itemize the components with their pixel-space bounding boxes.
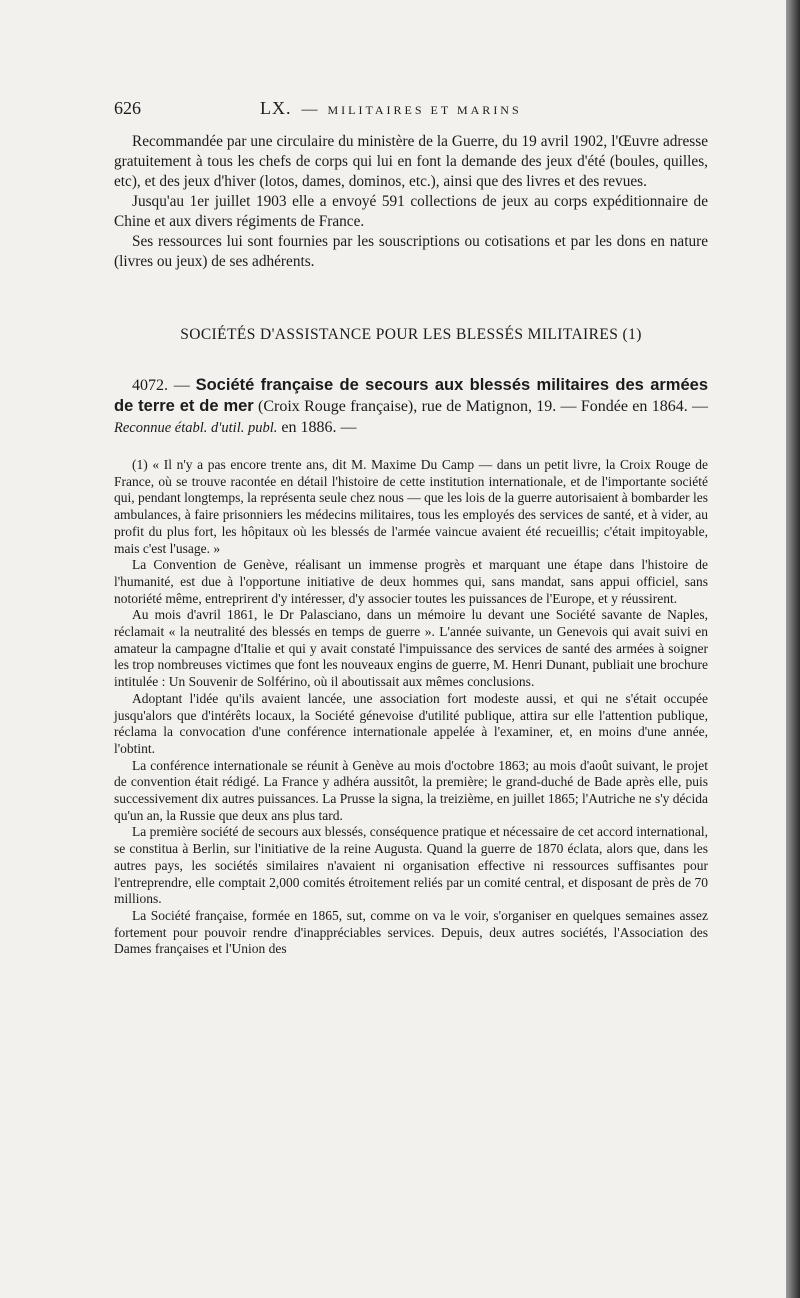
section-heading: SOCIÉTÉS D'ASSISTANCE POUR LES BLESSÉS MILITAIRES (1)	[180, 326, 642, 343]
intro-paragraph: Jusqu'au 1er juillet 1903 elle a envoyé 591 collections de jeux au corps expéditionnaire de Chine et aux divers régiments de France.	[114, 193, 708, 230]
footnote-paragraph: Au mois d'avril 1861, le Dr Palasciano, dans un mémoire lu devant une Société savante de Naples, réclamait « la neutralité des blessés en temps de guerre ». L'année suivante, un Genevois qui avait suivi en amateur la campagne d'Italie et qui y avait constaté l'impuissance des services de santé des armées à soigner les trop nombreuses victimes que font les nouveaux engins de guerre, M. Henri Dunant, publiait une brochure intitulée : Un Souvenir de Solférino, où il aboutissait aux mêmes conclusions.	[114, 607, 708, 690]
chapter-title: MILITAIRES ET MARINS	[327, 103, 522, 117]
entry-recognition: Reconnue établ. d'util. publ.	[114, 420, 278, 436]
page-number: 626	[114, 98, 141, 118]
footnote-paragraph: La première société de secours aux blessés, conséquence pratique et nécessaire de cet accord international, se constitua à Berlin, sur l'initiative de la reine Augusta. Quand la guerre de 1870 éclata, alors que, dans les autres pays, les sociétés similaires n'avaient ni organisation effective ni ressources suffisantes pour l'entreprendre, elle comptait 2,000 comités étroitement reliés par un comité central, et disposant de près de 70 millions.	[114, 824, 708, 907]
footnote-paragraph: La conférence internationale se réunit à Genève au mois d'octobre 1863; au mois d'août suivant, le projet de convention était rédigé. La France y adhéra aussitôt, la première; le grand-duché de Bade après elle, puis successivement dix autres puissances. La Prusse la signa, la treizième, en juillet 1865; l'Autriche ne s'y décida qu'un an, la Russie que deux ans plus tard.	[114, 757, 708, 823]
footnote-paragraph: La Société française, formée en 1865, sut, comme on va le voir, s'organiser en quelques semaines assez fortement pour pouvoir rendre d'inappréciables services. Depuis, deux autres sociétés, l'Association des Dames françaises et l'Union des	[114, 907, 708, 957]
footnote	[114, 457, 708, 958]
running-header	[114, 98, 708, 128]
document-page	[114, 98, 708, 958]
chapter-number: LX.	[260, 98, 292, 118]
entry-4072	[114, 375, 708, 439]
page-edge-shadow	[786, 0, 800, 1298]
intro-paragraph: Recommandée par une circulaire du ministère de la Guerre, du 19 avril 1902, l'Œuvre adresse gratuitement à tous les chefs de corps qui lui en font la demande des jeux d'été (boules, quilles, etc), et des jeux d'hiver (lotos, dames, dominos, etc.), ainsi que des livres et des revues.	[114, 133, 708, 190]
entry-recognition-year: en 1886. —	[281, 419, 357, 436]
footnote-paragraph: Adoptant l'idée qu'ils avaient lancée, une association fort modeste aussi, et qui ne s'était occupée jusqu'alors que d'intérêts locaux, la Société génevoise d'utilité publique, attira sur elle l'attention publique, réclama la convocation d'une conférence internationale appelée à l'examiner, et, en moins d'une année, l'obtint.	[114, 690, 708, 756]
entry-number: 4072. —	[132, 377, 190, 394]
entry-name: Société française de secours aux blessés militaires des armées de terre et de mer	[114, 376, 708, 415]
intro-paragraph: Ses ressources lui sont fournies par les souscriptions ou cotisations et par les dons en nature (livres ou jeux) de ses adhérents.	[114, 233, 708, 270]
footnote-paragraph: (1) « Il n'y a pas encore trente ans, dit M. Maxime Du Camp — dans un petit livre, la Croix Rouge de France, où se trouve racontée en détail l'histoire de cette institution internationale, et de l'importante société qui, pendant longtemps, la représenta seule chez nous — que les lois de la guerre autorisaient à bombarder les ambulances, à faire prisonniers les médecins militaires, tous les employés des services de santé, et à vider, au profit du plus fort, les hôpitaux où les blessés de l'armée vaincue avaient été recueillis; c'était impitoyable, mais c'est l'usage. »	[114, 457, 708, 556]
header-dash: —	[301, 101, 318, 118]
intro-text	[114, 132, 708, 272]
entry-details: (Croix Rouge française), rue de Matignon, 19. — Fondée en 1864. —	[258, 398, 708, 415]
footnote-paragraph: La Convention de Genève, réalisant un immense progrès et marquant une étape dans l'histoire de l'humanité, est due à l'opportune initiative de deux hommes qui, sans mandat, sans appui officiel, sans notoriété même, entreprirent d'y intéresser, d'y associer toutes les puissances de l'Europe, et y réussirent.	[114, 557, 708, 606]
